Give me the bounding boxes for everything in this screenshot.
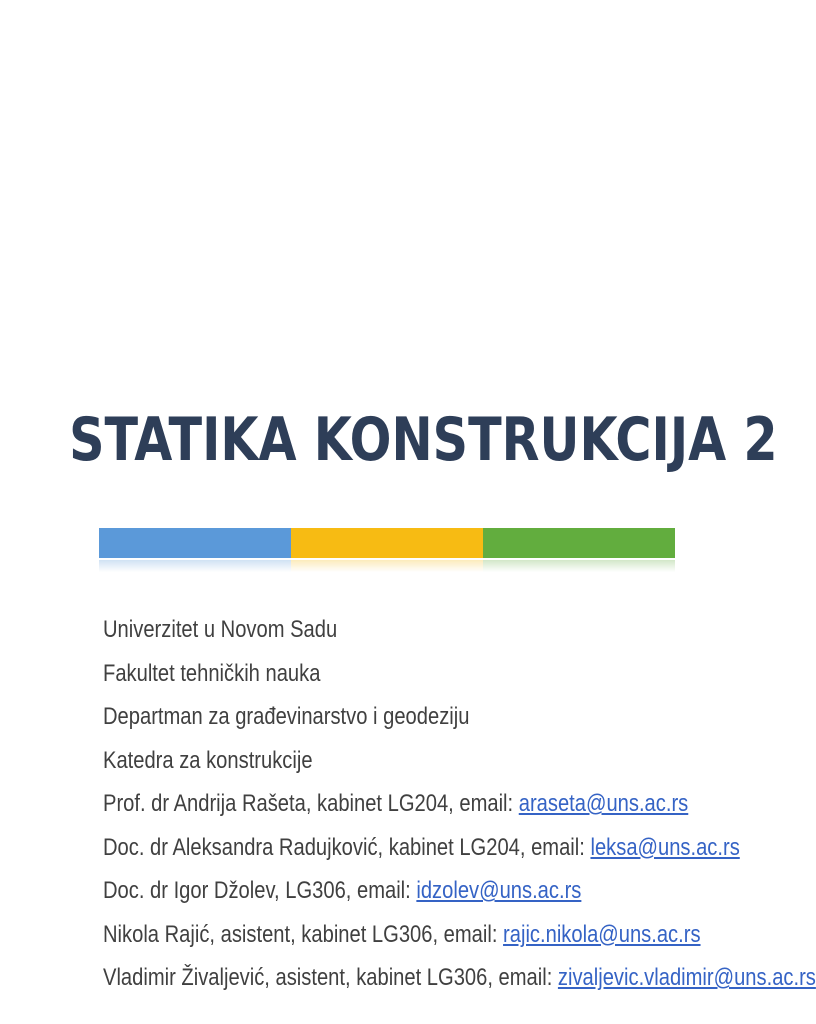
subtitle-info-list xyxy=(103,608,816,1000)
contact-text: Doc. dr Igor Džolev, LG306, email: xyxy=(103,877,417,904)
email-link[interactable]: araseta@uns.ac.rs xyxy=(518,790,689,817)
email-link[interactable]: leksa@uns.ac.rs xyxy=(590,833,740,861)
slide-title: STATIKA KONSTRUKCIJA 2 xyxy=(69,405,778,475)
email-link[interactable]: idzolev@uns.ac.rs xyxy=(416,877,582,904)
contact-line xyxy=(103,782,689,826)
institution-department: Departman za građevinarstvo i geodeziju xyxy=(103,703,470,730)
contact-text: Vladimir Živaljević, asistent, kabinet LG306, email: xyxy=(103,964,558,991)
accent-bar-green xyxy=(483,528,675,558)
institution-chair: Katedra za konstrukcije xyxy=(103,746,313,774)
contact-text: Nikola Rajić, asistent, kabinet LG306, email: xyxy=(103,920,504,948)
email-link[interactable]: zivaljevic.vladimir@uns.ac.rs xyxy=(557,964,816,991)
accent-color-bar xyxy=(99,528,675,558)
accent-bar-blue xyxy=(99,528,291,558)
accent-bar-reflection xyxy=(99,560,675,572)
contact-line xyxy=(103,826,740,870)
contact-text: Doc. dr Aleksandra Radujković, kabinet LG204, email: xyxy=(103,833,591,861)
institution-university: Univerzitet u Novom Sadu xyxy=(103,616,338,643)
contact-text: Prof. dr Andrija Rašeta, kabinet LG204, email: xyxy=(103,790,519,817)
contact-line xyxy=(103,869,657,913)
accent-bar-yellow xyxy=(291,528,483,558)
reflection-fade xyxy=(99,560,675,572)
institution-faculty: Fakultet tehničkih nauka xyxy=(103,659,321,687)
contact-line xyxy=(103,913,701,957)
contact-line xyxy=(103,956,816,1000)
email-link[interactable]: rajic.nikola@uns.ac.rs xyxy=(503,920,701,948)
